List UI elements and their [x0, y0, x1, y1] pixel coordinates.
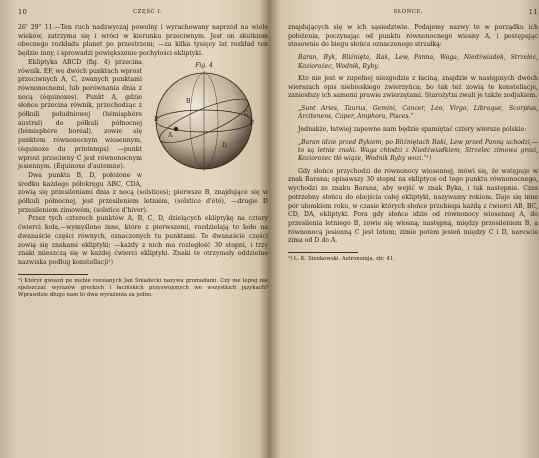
running-head-right: SŁOŃCE. [393, 9, 424, 15]
footnote-rule-left [18, 274, 88, 275]
footnote-right: ¹) L. K. Sienkowski. Astronomja, str. 41. [288, 256, 395, 263]
right-paragraph-4: Gdy słońce przychodzi do równonocy wiosennej, mówi się, że wstępuje w znak Barana; opisawszy 30 stopni na ekliptyce od tego punktu równonocnego, wychodzi ze znaku Barana, aby wejść w znak Byka, i tak następnie. Czas potrzebny słońcu do obejścia całej ekliptyki, nazywamy rokiem. Daje się inne pór ułomkiem roku, w czasie których słońce przebiega każdą z ćwierci AB, BC, CD, DA, ekliptyki. Pora gdy słońce idzie od równonocy wiosennej A, do przesilenia letniego B, zowie się wiosną; następną, między przesileniem B, a równonocą jesienną C jest latem; zimie potém jesień między C i D, narescie zima od D do A. [288, 167, 538, 245]
right-paragraph-3: Jednakże, łatwiej zapewne nam będzie spamiętać cztery wiersze polskie: [298, 125, 527, 133]
zodiac-list-verse: Baran, Byk, Bliźnięta, Rak, Lew, Panna, Waga, Niedźwiadek, Strzelec, Koziorożec, Wodnik, Ryby. [298, 54, 538, 70]
left-paragraph-3: Dwa punkta B, D, położone w środku każdego półokręgu ABC, CDA, zowią się przesileniami dnia z nocą (solstices); pierwsze B, znajdujące się w półkuli północnej, jest przesileniem letniém, (solstice d'été), —drugie D przesileniem zimowém, (solstice d'hiver). [18, 171, 268, 214]
left-paragraph-2: Ekliptyka ABCD (fig. 4) przecina równik. EF, we dwóch punktach wprost przeciwnych A, C, zwanych punktami równonocnemi, lub porównania dnia z nocą (équinoxes). Punkt A, gdzie słońce przecina równik, przechodząc z półkuli południowej (hémisphère austral) do półkuli północnej (hémisphère boréal), zowie się punktem równonocnym wiosennym, (équinoxe du printemps) —punkt wprost przeciwny C jest równonocnym jesiennym. (Équinoxe d'automne). [18, 58, 142, 171]
point-c-label: C [244, 109, 249, 117]
left-paragraph-1: 26ʹ 29ʺ 11.—Ten ruch nadzwyczaj powolny i wyrachowany naprzód na wiele wieków, zatrzyma się i wróci w kierunku przeciwnym. Jest on skutkiem obecnego rozkładu planet po przestrzeni; —za kilka tysięcy lat rozkład ten będzie inny, i sprowadzi powiększenie pochyłości ekliptyki. [18, 24, 268, 58]
figure-label: Fig. 4 [195, 61, 213, 69]
point-a-label: A [168, 131, 173, 139]
point-f-label: F [250, 119, 255, 127]
right-page [288, 8, 538, 263]
right-paragraph-1: znajdujących się w ich sąsiedztwie. Podajemy nazwy te w porządku ich położenia, poczynając od punktu równonocnego wiosny A, i postępując stosownie do biegu słońca oznaczonego strzałką: [288, 24, 538, 49]
point-e-label: E [154, 115, 159, 123]
figure-4 [146, 59, 264, 179]
point-a-dot [174, 127, 178, 131]
left-paragraph-4: Przez tych czterech punktów A, B, C, D, dzielących ekliptykę na cztery ćwierci koła,—wymyślono inne, które z pierwszemi, rozdzielają to koło na dwanaście części równych, oznaczonych tu punktami. Te dwanaście części zowią się znakami ekliptyki; —każdy z nich ma rozległość 30 stopni, i trzy znaki mieszczą się w każdej ćwierci ekliptyki. Znaki te otrzymały oddzielne nazwiska podług konstellacji¹) [18, 215, 268, 266]
polish-verse: „Baran idzie przed Bykiem, po Bliźniętach Raki, Lew przed Panną uchodzi,—to są letnie znaki. Waga chłodzi z Niedźwiadkiem, Strzelec zimowa grozi, Koziorożec tłó wiąże, Wodnik Ryby wozi.“¹) [298, 138, 538, 163]
page-number-left: 10 [18, 8, 28, 16]
point-b-label: B [186, 97, 191, 105]
left-page [18, 8, 268, 299]
celestial-sphere-diagram [146, 59, 264, 179]
left-running-head [18, 8, 268, 18]
point-d-label: D [222, 141, 227, 149]
page-number-right: 11 [528, 8, 538, 16]
footnote-rule-right [288, 252, 358, 253]
right-paragraph-2: Kto nie jest w zupełnej niezgodzie z łaciną, znajdzie w następnych dwóch wierszach opis niebieskiego zwierzyńca; bo tak też zowią te konstellacje, zaniosłszy ich samemi prawie zwierzętami. Starożytni zwali je także zodjakiem. [288, 74, 538, 100]
footnote-left: ¹) Któryż gwiazd po niebie rozsianych Jan Śniadecki nazywa gromadami. Czy nie lepiej nie spolszczać wyrazów greckich i łacińskich przyswojonych we wszystkich językach? Wprawdzie długo nam to dwa wyrażenia za jedno. [18, 277, 268, 299]
latin-verse: „Sunt Aries, Taurus, Gemini, Cancer, Leo, Virgo, Libraque, Scorpius, Arcitenens, Caper, Amphora, Pisces.“ [298, 105, 538, 121]
right-running-head [288, 8, 538, 18]
running-head-left: CZĘŚĆ I. [133, 9, 163, 15]
